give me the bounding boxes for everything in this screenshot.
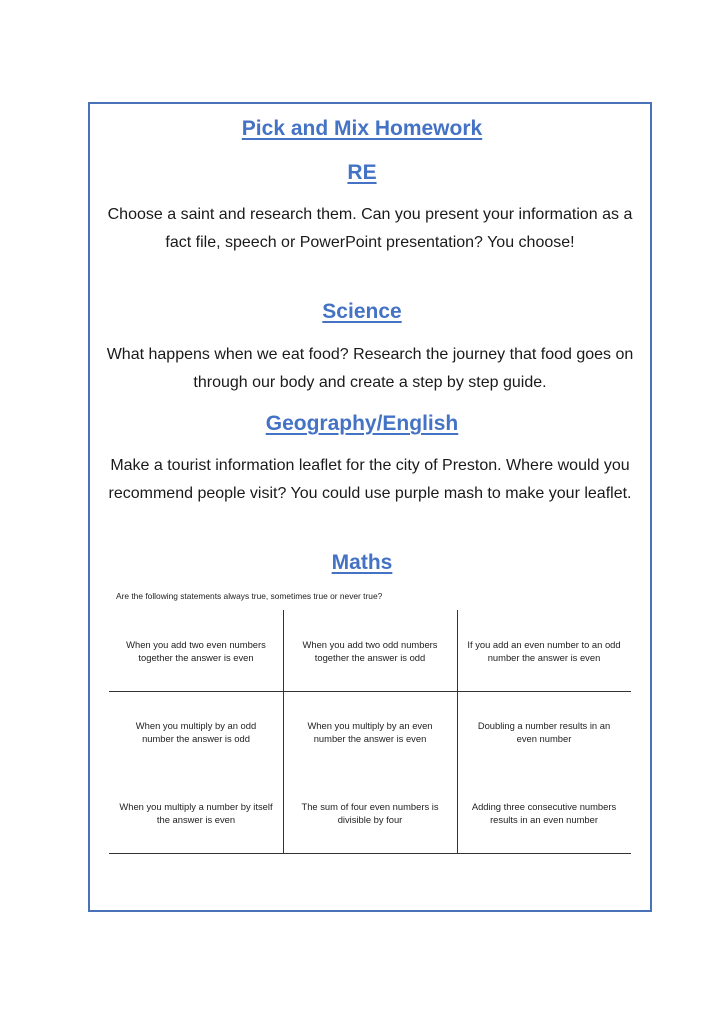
- maths-statements-table: [109, 610, 631, 854]
- maths-heading: Maths: [331, 551, 393, 574]
- table-cell: The sum of four even numbers is divisible by four: [301, 800, 439, 825]
- geography-english-text: Make a tourist information leaflet for the city of Preston. Where would you recommend people visit? You could use purple mash to make your leaflet.: [108, 457, 632, 502]
- table-cell: When you add two even numbers together the answer is even: [126, 638, 266, 663]
- table-cell: When you add two odd numbers together the answer is odd: [302, 638, 438, 663]
- table-divider: [109, 853, 631, 854]
- maths-intro: Are the following statements always true, sometimes true or never true?: [116, 591, 383, 601]
- table-cell: Doubling a number results in an even number: [477, 719, 611, 744]
- geography-english-heading: Geography/English: [265, 412, 459, 435]
- table-cell: When you multiply by an even number the answer is even: [307, 719, 433, 744]
- page-title: Pick and Mix Homework: [241, 117, 483, 140]
- table-cell: Adding three consecutive numbers results in an even number: [471, 800, 617, 825]
- science-text: What happens when we eat food? Research the journey that food goes on through our body and create a step by step guide.: [106, 346, 634, 391]
- re-heading: RE: [347, 161, 377, 184]
- re-text: Choose a saint and research them. Can you present your information as a fact file, speech or PowerPoint presentation? You choose!: [107, 206, 633, 251]
- table-cell: When you multiply a number by itself the answer is even: [119, 800, 273, 825]
- table-cell: When you multiply by an odd number the answer is odd: [135, 719, 257, 744]
- table-cell: If you add an even number to an odd number the answer is even: [467, 638, 621, 663]
- science-heading: Science: [322, 300, 402, 323]
